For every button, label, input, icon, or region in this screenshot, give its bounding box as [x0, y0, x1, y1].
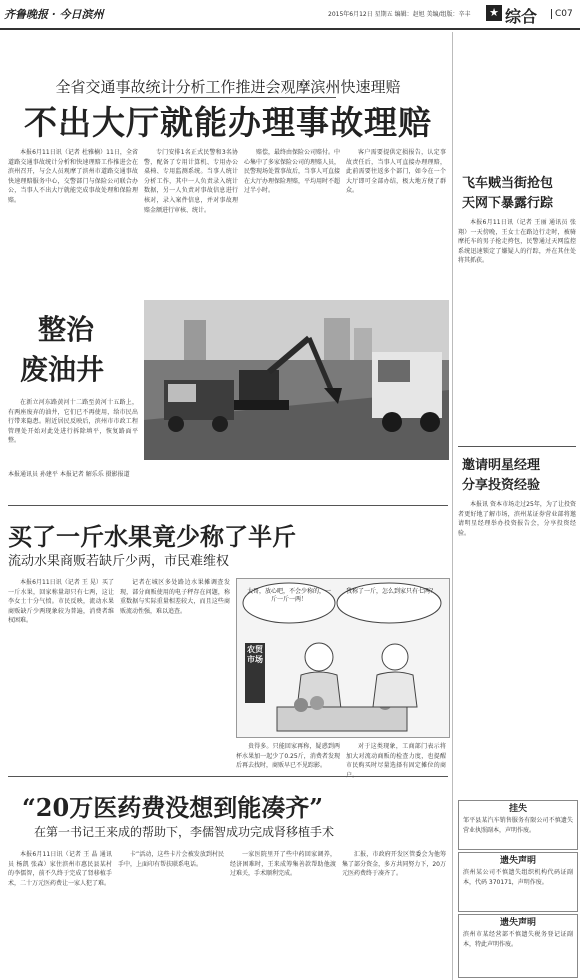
fruit-col2-text: 记者在城区多处路边水果摊调查发现，部分商贩使用的电子秤存在问题，称重数据与实际重量相差较大，而且这些商贩流动性强，难以追查。 — [120, 579, 230, 615]
right-story1-body — [458, 218, 576, 440]
right-story1-head-line1: 飞车贼当街抢包 — [462, 176, 554, 191]
feature-caption — [8, 398, 138, 468]
feature-title-line2: 废油井 — [20, 353, 105, 386]
fruit-col1-text: 本报6月11日讯（记者 王 晃）买了一斤水果，回家称量却只有七两，这让李女士十分气愤。市民反映，流动水果商贩缺斤少两现象较为普遍，消费者维权困难。 — [8, 579, 114, 625]
editor: 编辑：赵旭 — [394, 11, 425, 18]
stall-sign: 农贸市场 — [247, 645, 263, 664]
right-story2-text: 本报讯 资本市场走过25年，为了让投资者更好地了解市场，滨州某证券营业部将邀请明星经理举办投资报告会，分享投资经验。 — [458, 501, 576, 537]
lead-column-1 — [8, 148, 138, 293]
medical-col2-text: 卡”活动，这些卡片会被发放到村民手中，上面印有帮扶联系电话。 — [118, 851, 224, 868]
medical-headline: “20万医药费没想到能凑齐” — [22, 793, 324, 822]
lead-column-3 — [244, 148, 340, 293]
section-title: 综合 — [505, 7, 538, 26]
lead-col3-text: 赔偿，最终由保险公司赔付。中心集中了多家保险公司的理赔人员，民警现场处置事故后，当事人可直接在大厅办理保险理赔，平均用时不超过半小时。 — [244, 149, 341, 195]
lead-column-2 — [144, 148, 238, 293]
medical-column-2 — [118, 850, 224, 976]
right-story1-headline — [462, 174, 574, 214]
feature-photo — [144, 300, 449, 460]
section-divider — [8, 505, 448, 506]
lead-deck: 全省交通事故统计分析工作推进会观摩滨州快速理赔 — [55, 78, 401, 96]
right-story2-body — [458, 500, 576, 795]
fruit-column-2 — [120, 578, 230, 768]
right-divider-1 — [458, 446, 576, 447]
right-column-divider — [452, 32, 453, 980]
weekday: 星期五 — [374, 11, 393, 18]
lead-headline: 不出大厅就能办理事故理赔 — [24, 103, 432, 142]
designer: 美编/组版：辛丰 — [426, 11, 471, 18]
medical-column-4 — [342, 850, 446, 976]
notice-box-1 — [458, 800, 578, 850]
page-number: C07 — [551, 9, 573, 19]
medical-column-1 — [8, 850, 112, 976]
notice-3-title: 遗失声明 — [499, 918, 536, 928]
masthead: 齐鲁晚报 · 今日滨州 — [4, 8, 104, 21]
dateline — [328, 9, 471, 18]
speech-bubble-vendor: 大哥，放心吧，不会少称的，一斤一斤一两！ — [247, 588, 332, 603]
fruit-column-1 — [8, 578, 114, 768]
deck-rule — [120, 97, 336, 98]
fruit-headline: 买了一斤水果竟少称了半斤 — [8, 522, 296, 551]
lead-column-4 — [346, 148, 446, 293]
right-story1-text: 本报6月11日讯（记者 王丽 通讯员 张翔）一天傍晚，王女士在路边行走时，被骑摩托车的男子抢走挎包，民警通过天网监控系统迅速锁定了嫌疑人的行踪，并在其住处将其抓获。 — [458, 219, 576, 265]
fruit-column-3 — [236, 742, 340, 772]
notice-1-title: 挂失 — [508, 804, 527, 814]
right-story2-head-line2: 分享投资经验 — [462, 478, 541, 493]
fruit-cartoon — [236, 578, 450, 738]
notice-box-2 — [458, 852, 578, 912]
right-story2-headline — [462, 456, 574, 496]
notice-2-body: 滨州某公司不慎遗失组织机构代码证副本，代码 370171，声明作废。 — [463, 869, 573, 886]
feature-byline: 本报通讯员 孙建平 本报记者 解乐乐 摄影报道 — [8, 471, 130, 478]
medical-subhead: 在第一书记王来成的帮助下，李儒智成功完成肾移植手术 — [34, 825, 335, 839]
fruit-col3-text: 贵得多。只能回家再称，疑惑到两杯水果加一起少了0.25斤，消费者发现后再去找时，商贩早已不见踪影。 — [236, 743, 340, 770]
feature-title — [20, 310, 130, 390]
notice-1-body: 邹平县某汽车销售服务有限公司不慎遗失营业执照副本，声明作废。 — [463, 817, 573, 834]
date: 2015年6月12日 — [328, 11, 373, 18]
lead-col4-text: 客户需要提供定损报告，认定事故责任后，当事人可直接办理理赔，此前需要往返多个部门，如今在一个大厅即可全部办结，极大地方便了群众。 — [346, 149, 446, 195]
medical-col1-text: 本报6月11日讯（记者 王 晶 通讯员 杨凯 张森）家住滨州市惠民县某村的李儒智，前不久终于完成了肾移植手术，二十万元医药费让一家人犯了难。 — [8, 851, 112, 887]
fruit-col4-text: 对于这类现象，工商部门表示将加大对流动商贩的检查力度，也提醒市民购买时尽量选择有固定摊位的商 — [346, 743, 446, 770]
notice-3-body: 滨州市某经营部不慎遗失税务登记证副本，特此声明作废。 — [463, 931, 573, 948]
fruit-subhead: 流动水果商贩若缺斤少两，市民难维权 — [8, 554, 230, 569]
notice-box-3 — [458, 914, 578, 978]
section-divider-2 — [8, 776, 448, 777]
section-icon: ★ — [486, 5, 502, 21]
lead-col2-text: 专门安排1名正式民警和3名协警，配备了专用计算机、专用办公桌椅、专用监测系统。当事人统计分析工作，其中一人负责录入统计数据，另一人负责对事故信息进行核对，录入案件信息，并对事故理赔金额进行审核、统计。 — [144, 149, 238, 214]
speech-bubble-customer: 我称了一斤，怎么到家只有七两？ — [345, 588, 436, 595]
lead-col1-text: 本报6月11日讯（记者 杜雅楠）11日，全省道路交通事故统计分析和快速理赔工作推进会在滨州召开，与会人员观摩了滨州市道路交通事故快速理赔服务中心，交警部门与保险公司联合办公，当事人不出大厅就能完成事故处理和保险理赔。 — [8, 149, 138, 204]
excavator-scene-illustration — [144, 300, 449, 460]
right-story2-head-line1: 邀请明星经理 — [462, 458, 541, 473]
fruit-column-4 — [346, 742, 446, 772]
medical-col4-text: 汇报，市政府开发区管委会为他筹集了部分资金，多方共同努力下，20万元医药费终于凑齐了。 — [342, 851, 446, 878]
notice-2-title: 遗失声明 — [499, 856, 536, 866]
feature-caption-text: 在新立河东路黄河十二路至黄河十五路上，有两座废弃的油井，它们已不再使用，给市民出行带来隐患。附近居民反映后，滨州市市政工程管理处开始对此处进行拆除填平，恢复路面平整。 — [8, 399, 138, 445]
right-story1-head-line2: 天网下暴露行踪 — [462, 196, 554, 211]
medical-column-3 — [230, 850, 336, 976]
feature-title-line1: 整治 — [38, 313, 95, 346]
medical-col3-text: 一家医院里开了些中药回家调养，经济困难时，王来成筹集善款帮助他渡过难关，手术顺利完成。 — [230, 851, 336, 878]
